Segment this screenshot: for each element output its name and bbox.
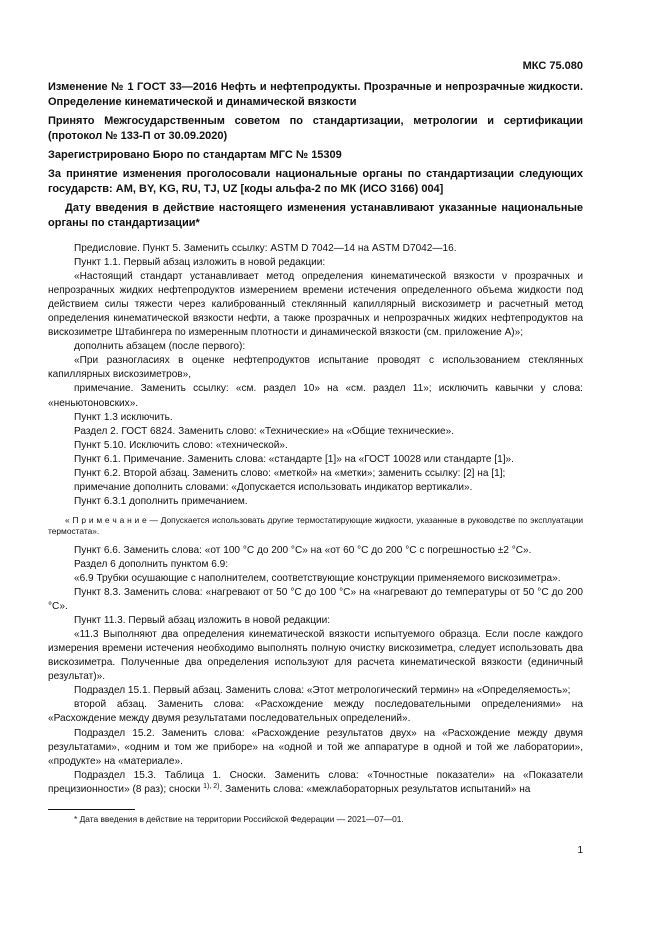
paragraph-text: Подраздел 15.3. Таблица 1. Сноски. Заменить слова: «Точностные показатели» на «Показатели прецизионности» (8 раз); сноски <box>48 769 583 795</box>
paragraph: Пункт 6.3.1 дополнить примечанием. <box>74 495 248 507</box>
effective-date-statement: Дату введения в действие настоящего изменения устанавливают указанные национальные органы по стандартизации* <box>48 202 583 229</box>
paragraph: Пункт 11.3. Первый абзац изложить в новой редакции: <box>74 615 331 627</box>
note-paragraph <box>48 515 583 538</box>
footnote-divider <box>48 809 135 810</box>
registration-statement: Зарегистрировано Бюро по стандартам МГС № 15309 <box>48 149 342 161</box>
paragraph: Пункт 6.6. Заменить слова: «от 100 °С до 200 °С» на «от 60 °С до 200 °С с погрешностью ±2 °С». <box>74 544 532 556</box>
voting-statement: За принятие изменения проголосовали национальные органы по стандартизации следующих государств: AM, BY, KG, RU, TJ, UZ [коды альфа-2 по МК (ИСО 3166) 004] <box>48 168 583 195</box>
paragraph: Пункт 6.2. Второй абзац. Заменить слово: «меткой» на «метки»; заменить ссылку: [2] на [1]; <box>74 467 506 479</box>
paragraph: «11.3 Выполняют два определения кинематической вязкости испытуемого образца. Если после каждого измерения времени истечения необходимо выполнять полную очистку вискозиметра, следует использовать два вискозиметра. Полученные два определения используют для расчета кинематической вязкости (единичный результат)». <box>48 629 583 683</box>
amendment-title: Изменение № 1 ГОСТ 33—2016 Нефть и нефтепродукты. Прозрачные и непрозрачные жидкости. Определение кинематической и динамической вязкости <box>48 81 583 108</box>
footnote: * Дата введения в действие на территории Российской Федерации — 2021—07—01. <box>74 814 404 824</box>
paragraph-text: . Заменить слова: «межлабораторных результатов испытаний» на <box>219 783 531 795</box>
paragraph: примечание. Заменить ссылку: «см. раздел 10» на «см. раздел 11»; исключить кавычки у слова: «неньютоновских». <box>48 383 583 409</box>
paragraph: Пункт 5.10. Исключить слово: «технической». <box>74 439 288 451</box>
paragraph: Раздел 6 дополнить пунктом 6.9: <box>74 558 229 570</box>
page-number: 1 <box>577 845 583 856</box>
paragraph: Пункт 1.3 исключить. <box>74 411 173 423</box>
amendment-body <box>48 242 583 797</box>
paragraph: «Настоящий стандарт устанавливает метод определения кинематической вязкости ν прозрачных и непрозрачных жидких нефтепродуктов измерением времени истечения определенного объема жидкости под действием силы тяжести через калиброванный стеклянный капиллярный вискозиметр и расчетный метод определения кинематической вязкости нефти, а также прозрачных и непрозрачных жидких нефтепродуктов на вискозиметре Штабингера по измеренным плотности и динамической вязкости (см. приложение А)»; <box>48 271 583 339</box>
paragraph: Предисловие. Пункт 5. Заменить ссылку: ASTM D 7042—14 на ASTM D7042—16. <box>74 243 457 254</box>
paragraph: Пункт 8.3. Заменить слова: «нагревают от 50 °С до 100 °С» на «нагревают до температуры от 50 °С до 200 °С». <box>48 587 583 613</box>
note-text: — Допускается использовать другие термостатирующие жидкости, указанные в руководстве по эксплуатации термостата». <box>48 514 584 537</box>
classification-code: МКС 75.080 <box>522 60 583 72</box>
note-label: « П р и м е ч а н и е <box>65 514 147 525</box>
footnote-refs: 1), 2) <box>203 782 220 790</box>
paragraph: Пункт 1.1. Первый абзац изложить в новой редакции: <box>74 257 326 269</box>
paragraph: «При разногласиях в оценке нефтепродуктов испытание проводят с использованием стеклянных капиллярных вискозиметров», <box>48 355 583 381</box>
paragraph: Подраздел 15.1. Первый абзац. Заменить слова: «Этот метрологический термин» на «Определяемость»; <box>74 685 571 697</box>
paragraph: «6.9 Трубки осушающие с наполнителем, соответствующие конструкции применяемого вискозиметра». <box>74 572 561 584</box>
paragraph: Раздел 2. ГОСТ 6824. Заменить слово: «Технические» на «Общие технические». <box>74 425 455 437</box>
paragraph: дополнить абзацем (после первого): <box>74 341 246 353</box>
paragraph: второй абзац. Заменить слова: «Расхождение между последовательными определениями» на «Расхождение между двумя результатами последовательных определений». <box>48 699 583 725</box>
paragraph: Пункт 6.1. Примечание. Заменить слова: «стандарте [1]» на «ГОСТ 10028 или стандарте [1]». <box>74 453 514 465</box>
paragraph: примечание дополнить словами: «Допускается использовать индикатор вертикали». <box>74 481 473 493</box>
adoption-statement: Принято Межгосударственным советом по стандартизации, метрологии и сертификации (протокол № 133-П от 30.09.2020) <box>48 115 583 142</box>
paragraph <box>48 769 583 797</box>
paragraph: Подраздел 15.2. Заменить слова: «Расхождение результатов двух» на «Расхождение между двумя результатами», «одним и том же приборе» на «одной и той же аппаратуре в одной и той же лаборатории», «продукте» на «материале». <box>48 727 583 767</box>
